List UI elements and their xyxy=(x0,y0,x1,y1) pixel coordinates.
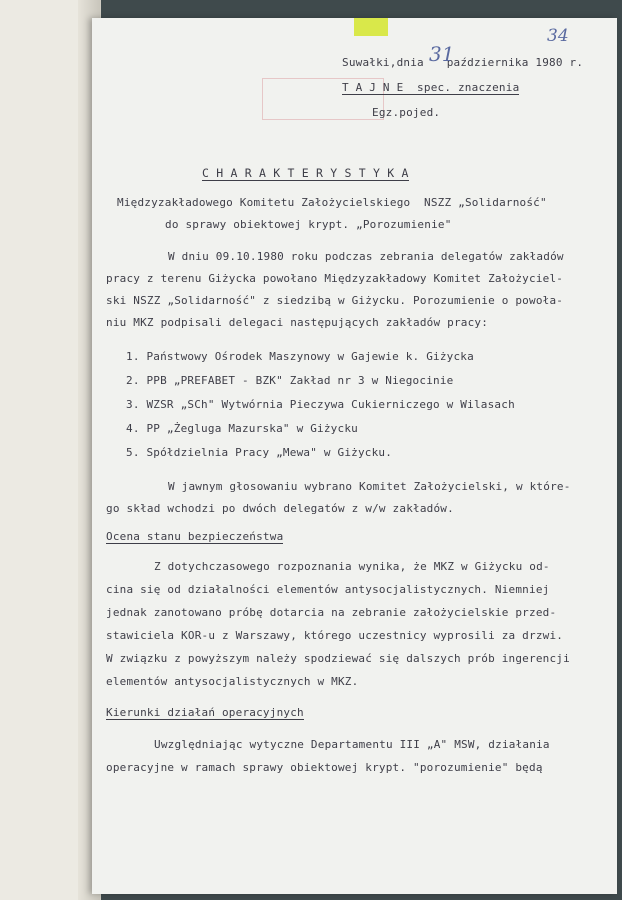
document-title: C H A R A K T E R Y S T Y K A xyxy=(202,166,409,180)
security-line: elementów antysocjalistycznych w MKZ. xyxy=(106,675,359,688)
plant-list-item: 5. Spółdzielnia Pracy „Mewa" w Giżycku. xyxy=(126,446,393,459)
security-heading: Ocena stanu bezpieczeństwa xyxy=(106,530,284,543)
intro-line: W dniu 09.10.1980 roku podczas zebrania delegatów zakładów xyxy=(168,250,564,263)
intro-line: niu MKZ podpisali delegaci następujących zakładów pracy: xyxy=(106,316,489,329)
intro-line: pracy z terenu Giżycka powołano Międzyzakładowy Komitet Założyciel- xyxy=(106,272,564,285)
vote-line: W jawnym głosowaniu wybrano Komitet Założycielski, w które- xyxy=(168,480,571,493)
document-page xyxy=(92,18,617,894)
security-line: stawiciela KOR-u z Warszawy, którego uczestnicy wyprosili za drzwi. xyxy=(106,629,564,642)
vote-line: go skład wchodzi po dwóch delegatów z w/w zakładów. xyxy=(106,502,454,515)
classification-mark: T A J N E spec. znaczenia xyxy=(342,81,520,94)
operations-line: Uwzględniając wytyczne Departamentu III „A" MSW, działania xyxy=(154,738,550,751)
intro-line: ski NSZZ „Solidarność" z siedzibą w Giżycku. Porozumienie o powoła- xyxy=(106,294,564,307)
yellow-tab-marker xyxy=(354,18,388,36)
security-line: W związku z powyższym należy spodziewać się dalszych prób ingerencji xyxy=(106,652,570,665)
copy-marking: Egz.pojed. xyxy=(372,106,441,119)
security-line: Z dotychczasowego rozpoznania wynika, że MKZ w Giżycku od- xyxy=(154,560,550,573)
operations-line: operacyjne w ramach sprawy obiektowej krypt. "porozumienie" będą xyxy=(106,761,543,774)
subtitle-line-2: do sprawy obiektowej krypt. „Porozumienie" xyxy=(165,218,452,231)
handwritten-day: 31 xyxy=(429,42,455,66)
security-line: cina się od działalności elementów antysocjalistycznych. Niemniej xyxy=(106,583,550,596)
place-date-line: Suwałki,dnia października 1980 r. xyxy=(342,56,584,69)
plant-list-item: 3. WZSR „SCh" Wytwórnia Pieczywa Cukierniczego w Wilasach xyxy=(126,398,515,411)
security-line: jednak zanotowano próbę dotarcia na zebranie założycielskie przed- xyxy=(106,606,557,619)
plant-list-item: 4. PP „Żegluga Mazurska" w Giżycku xyxy=(126,422,358,435)
plant-list-item: 2. PPB „PREFABET - BZK" Zakład nr 3 w Niegocinie xyxy=(126,374,454,387)
binder-left-page xyxy=(0,0,101,900)
subtitle-line-1: Międzyzakładowego Komitetu Założycielskiego NSZZ „Solidarność" xyxy=(117,196,547,209)
plant-list-item: 1. Państwowy Ośrodek Maszynowy w Gajewie k. Giżycka xyxy=(126,350,474,363)
handwritten-page-number: 34 xyxy=(547,26,569,46)
operations-heading: Kierunki działań operacyjnych xyxy=(106,706,304,719)
